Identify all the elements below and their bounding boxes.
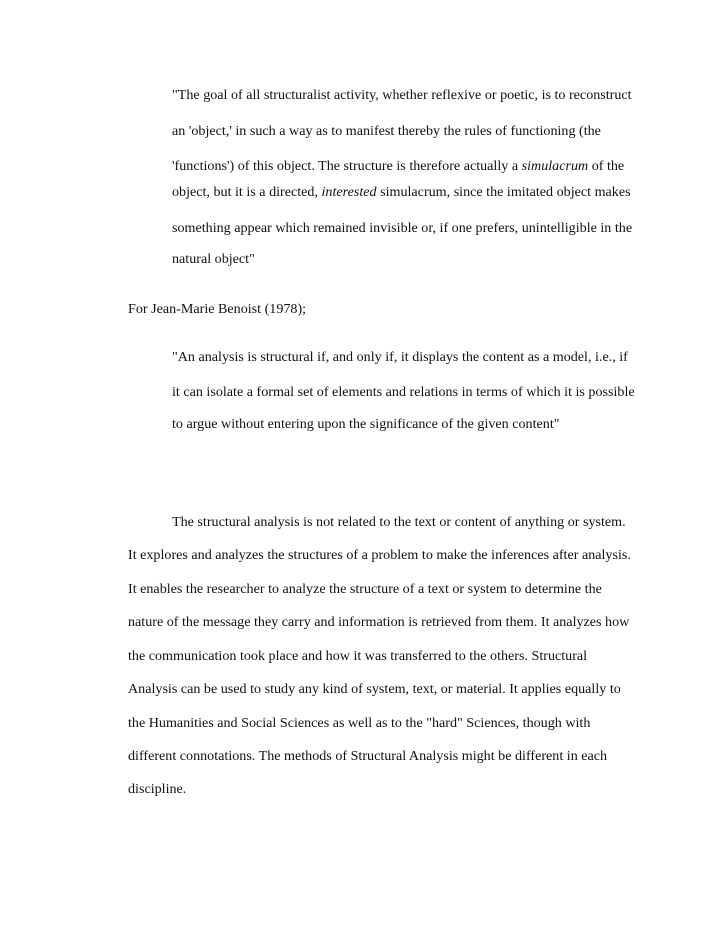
quote1-line: an 'object,' in such a way as to manifest thereby the rules of functioning (the: [172, 123, 601, 139]
quote1-text: of the: [588, 158, 625, 174]
quote1-line: [172, 157, 624, 175]
quote1-text: simulacrum, since the imitated object makes: [376, 184, 631, 200]
paragraph-line: the communication took place and how it was transferred to the others. Structural: [128, 648, 588, 664]
quote2-line: it can isolate a formal set of elements and relations in terms of which it is possible: [172, 384, 635, 400]
paragraph-line: The structural analysis is not related to the text or content of anything or system.: [172, 514, 626, 530]
paragraph-line: nature of the message they carry and information is retrieved from them. It analyzes how: [128, 614, 630, 630]
quote2-line: "An analysis is structural if, and only if, it displays the content as a model, i.e., if: [172, 349, 628, 365]
paragraph-line: It enables the researcher to analyze the structure of a text or system to determine the: [128, 581, 602, 597]
quote1-text: 'functions') of this object. The structure is therefore actually a: [172, 158, 522, 174]
quote1-emphasis: interested: [321, 184, 377, 200]
quote1-line: "The goal of all structuralist activity, whether reflexive or poetic, is to reconstruct: [172, 87, 632, 103]
paragraph-line: the Humanities and Social Sciences as well as to the "hard" Sciences, though with: [128, 715, 591, 731]
paragraph-line: It explores and analyzes the structures of a problem to make the inferences after analysis.: [128, 547, 631, 563]
quote2-line: to argue without entering upon the significance of the given content": [172, 416, 560, 432]
quote1-emphasis: simulacrum: [521, 158, 589, 174]
paragraph-line: different connotations. The methods of Structural Analysis might be different in each: [128, 748, 608, 764]
quote1-line: [172, 183, 631, 201]
quote1-text: object, but it is a directed,: [172, 184, 322, 200]
paragraph-line: discipline.: [128, 781, 187, 797]
quote1-line: something appear which remained invisible or, if one prefers, unintelligible in the: [172, 220, 633, 236]
intro-line: For Jean-Marie Benoist (1978);: [128, 301, 307, 317]
quote1-line: natural object": [172, 251, 255, 267]
paragraph-line: Analysis can be used to study any kind of system, text, or material. It applies equally to: [128, 681, 621, 697]
